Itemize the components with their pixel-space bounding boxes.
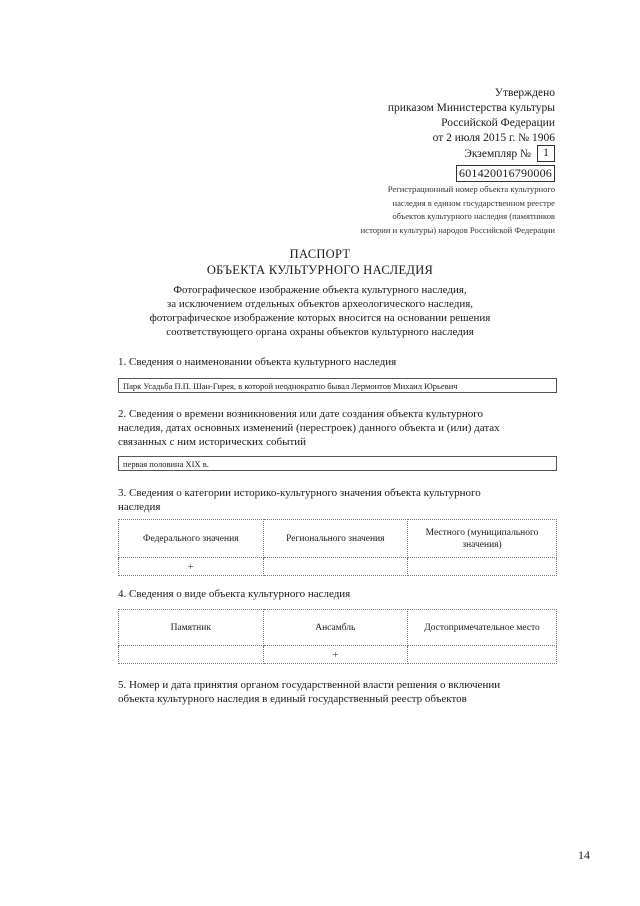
approval-line: Утверждено — [494, 87, 555, 99]
copy-number-box: 1 — [537, 145, 555, 162]
category-regional-header: Регионального значения — [263, 520, 408, 558]
section-3-heading: 3. Сведения о категории историко-культурного значения объекта культурного наследия — [118, 487, 481, 513]
approval-line: Российской Федерации — [441, 117, 555, 129]
category-local-mark — [408, 558, 557, 576]
section-5-heading: 5. Номер и дата принятия органом государственной власти решения о включении объекта культурного наследия в единый государственный реестр объектов — [118, 679, 501, 705]
copy-label: Экземпляр № — [464, 147, 531, 160]
type-ensemble-mark: + — [263, 646, 408, 664]
category-federal-mark: + — [119, 558, 264, 576]
section-1-heading: 1. Сведения о наименовании объекта культурного наследия — [118, 356, 397, 368]
type-ensemble-header: Ансамбль — [263, 610, 408, 646]
approval-line: от 2 июля 2015 г. № 1906 — [432, 132, 555, 144]
approval-line: приказом Министерства культуры — [387, 102, 555, 114]
page-number: 14 — [578, 848, 590, 862]
category-federal-header: Федерального значения — [119, 520, 264, 558]
approval-block — [388, 86, 555, 146]
type-landmark-header: Достопримечательное место — [408, 610, 557, 646]
copy-number-row — [464, 145, 555, 162]
object-name-field: Парк Усадьба П.П. Шан-Гирея, в которой неоднократно бывал Лермонтов Михаил Юрьевич — [118, 378, 557, 393]
category-local-header: Местного (муниципального значения) — [408, 520, 557, 558]
registration-caption: Регистрационный номер объекта культурного наследия в едином государственном реестре объектов культурного наследия (памятников истории и культуры) народов Российской Федерации — [360, 184, 555, 235]
type-monument-mark — [119, 646, 264, 664]
type-monument-header: Памятник — [119, 610, 264, 646]
section-4-heading: 4. Сведения о виде объекта культурного наследия — [118, 588, 351, 600]
creation-date-field: первая половина XIX в. — [118, 456, 557, 471]
page-title: ПАСПОРТ ОБЪЕКТА КУЛЬТУРНОГО НАСЛЕДИЯ — [206, 247, 434, 277]
category-table — [118, 519, 557, 576]
type-table — [118, 609, 557, 664]
registration-number: 601420016790006 — [456, 165, 555, 182]
photo-note: Фотографическое изображение объекта культурного наследия, за исключением отдельных объектов археологического наследия, фотографическое изображение которых вносится на основании решения соответствующего органа охраны объектов культурного наследия — [149, 284, 491, 338]
category-regional-mark — [263, 558, 408, 576]
section-2-heading: 2. Сведения о времени возникновения или дате создания объекта культурного наследия, датах основных изменений (перестроек) данного объекта и (или) датах связанных с ним исторических событий — [118, 408, 500, 448]
type-landmark-mark — [408, 646, 557, 664]
